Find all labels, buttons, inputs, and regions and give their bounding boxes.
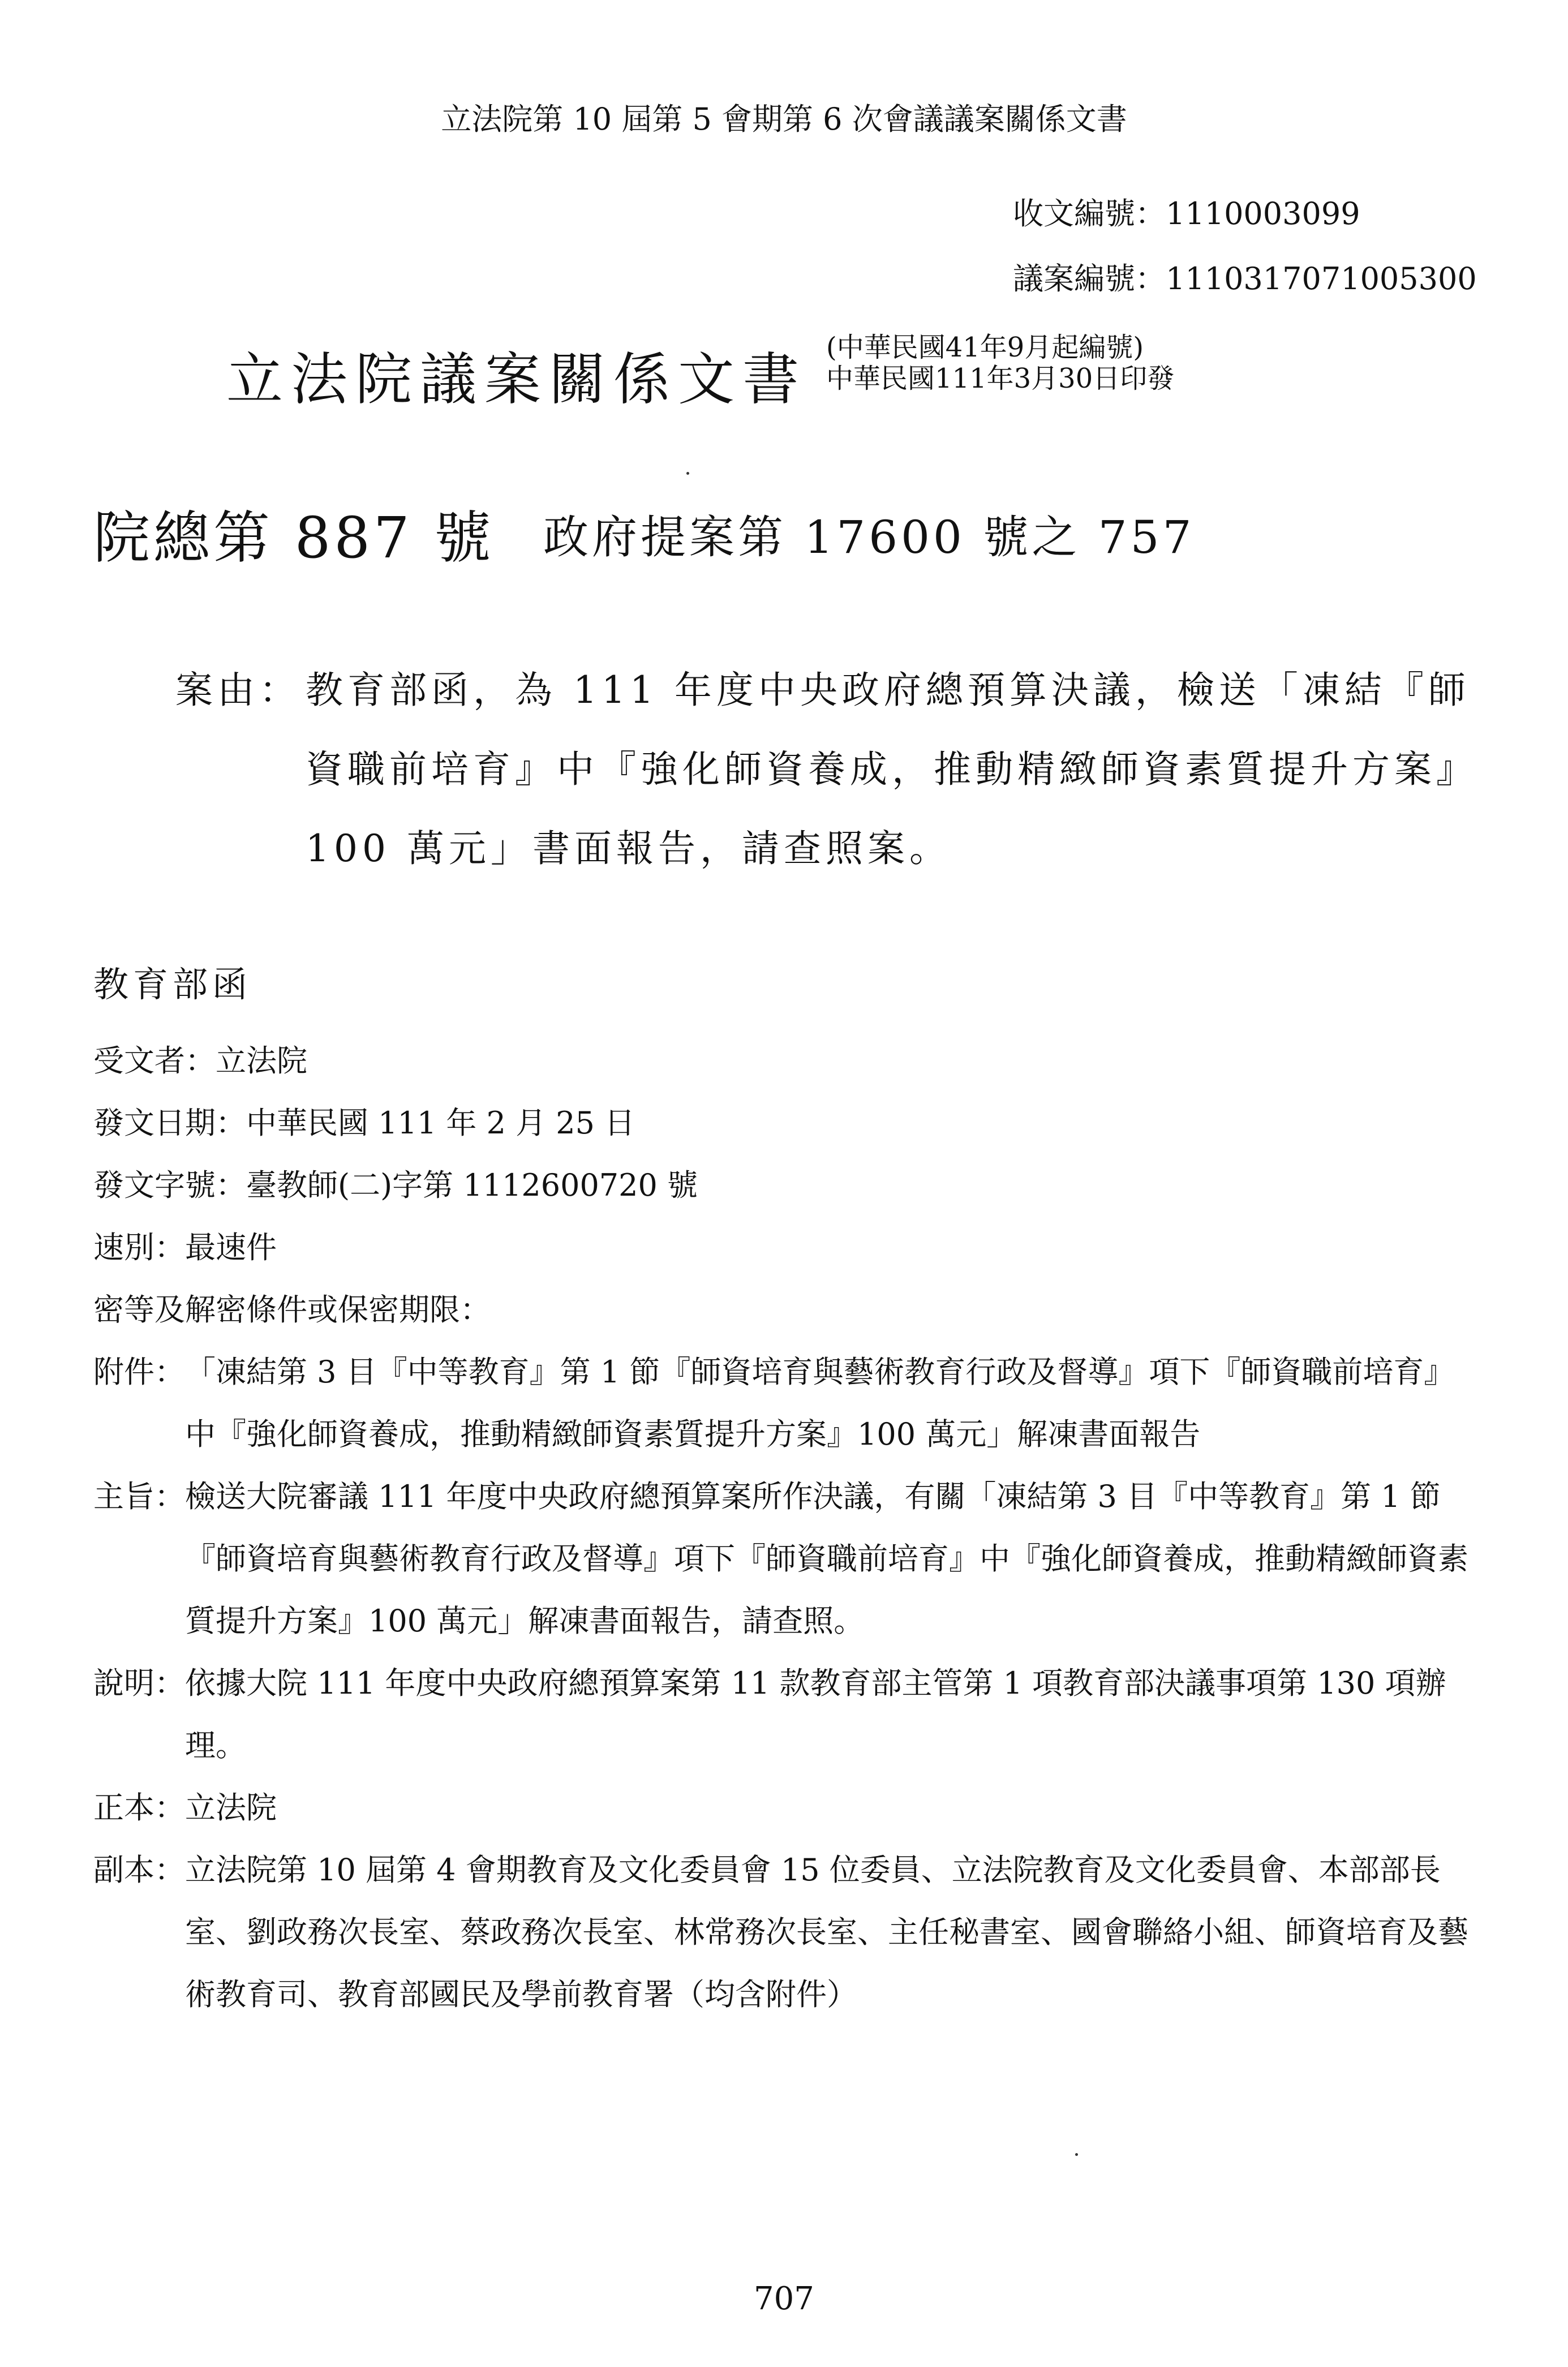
row-label: 正本： bbox=[93, 1790, 185, 1825]
row-label: 密等及解密條件或保密期限： bbox=[93, 1292, 491, 1328]
row-label: 受文者： bbox=[93, 1043, 216, 1079]
row-value: 中華民國 111 年 2 月 25 日 bbox=[246, 1105, 635, 1141]
letter-row-date bbox=[93, 1092, 1474, 1154]
row-value: 依據大院 111 年度中央政府總預算案第 11 款教育部主管第 1 項教育部決議事項第 130 項辦理。 bbox=[185, 1665, 1446, 1763]
letter-row-classification bbox=[93, 1279, 1474, 1341]
letter-row-doc-number bbox=[93, 1154, 1474, 1217]
row-label: 發文字號： bbox=[93, 1167, 246, 1203]
letter-row-original-copy bbox=[93, 1777, 1474, 1839]
page-number: 707 bbox=[754, 2280, 814, 2317]
letter-row-carbon-copy bbox=[93, 1839, 1474, 2026]
letter-row-priority bbox=[93, 1217, 1474, 1279]
row-value: 最速件 bbox=[185, 1230, 277, 1265]
letter-row-attachment bbox=[93, 1341, 1474, 1466]
row-value: 立法院 bbox=[185, 1790, 277, 1825]
subject-block bbox=[175, 651, 1471, 888]
row-value: 「凍結第 3 目『中等教育』第 1 節『師資培育與藝術教育行政及督導』項下『師資職前培育』中『強化師資養成，推動精緻師資素質提升方案』100 萬元」解凍書面報告 bbox=[185, 1354, 1455, 1452]
file-number: 院總第 887 號 bbox=[93, 505, 495, 571]
letter-body bbox=[93, 1030, 1474, 2026]
letter-row-purpose bbox=[93, 1466, 1474, 1652]
government-bill-number: 政府提案第 17600 號之 757 bbox=[543, 511, 1195, 564]
letter-row-explanation bbox=[93, 1652, 1474, 1777]
row-label: 速別： bbox=[93, 1230, 185, 1265]
bill-reference-number: 議案編號：1110317071005300 bbox=[1013, 261, 1477, 297]
numbering-note: (中華民國41年9月起編號) bbox=[826, 332, 1144, 363]
session-header: 立法院第 10 屆第 5 會期第 6 次會議議案關係文書 bbox=[441, 101, 1127, 137]
row-value: 檢送大院審議 111 年度中央政府總預算案所作決議，有關「凍結第 3 目『中等教育』第 1 節『師資培育與藝術教育行政及督導』項下『師資職前培育』中『強化師資養成，推動精緻師資素質提升方案』100 萬元」解凍書面報告，請查照。 bbox=[185, 1479, 1468, 1639]
row-label: 副本： bbox=[93, 1852, 185, 1888]
row-label: 發文日期： bbox=[93, 1105, 246, 1141]
row-label: 說明： bbox=[93, 1665, 185, 1701]
receipt-number: 收文編號：1110003099 bbox=[1013, 196, 1360, 231]
print-date: 中華民國111年3月30日印發 bbox=[826, 363, 1175, 394]
letter-row-recipient bbox=[93, 1030, 1474, 1092]
scan-speck bbox=[1075, 2153, 1078, 2156]
subject-text: 教育部函，為 111 年度中央政府總預算決議，檢送「凍結『師資職前培育』中『強化師資養成，推動精緻師資素質提升方案』100 萬元」書面報告，請查照案。 bbox=[306, 668, 1470, 870]
letter-sender: 教育部函 bbox=[93, 964, 252, 1005]
row-value bbox=[491, 1279, 1474, 1341]
row-label: 附件： bbox=[93, 1354, 185, 1390]
row-label: 主旨： bbox=[93, 1479, 185, 1514]
row-value: 立法院第 10 屆第 4 會期教育及文化委員會 15 位委員、立法院教育及文化委員會、本部部長室、劉政務次長室、蔡政務次長室、林常務次長室、主任秘書室、國會聯絡小組、師資培育及藝術教育司、教育部國民及學前教育署（均含附件） bbox=[185, 1852, 1468, 2012]
document-title: 立法院議案關係文書 bbox=[226, 346, 807, 413]
row-value: 立法院 bbox=[216, 1043, 307, 1079]
subject-label: 案由： bbox=[175, 668, 301, 712]
scan-speck bbox=[686, 472, 689, 475]
row-value: 臺教師(二)字第 1112600720 號 bbox=[246, 1167, 698, 1203]
